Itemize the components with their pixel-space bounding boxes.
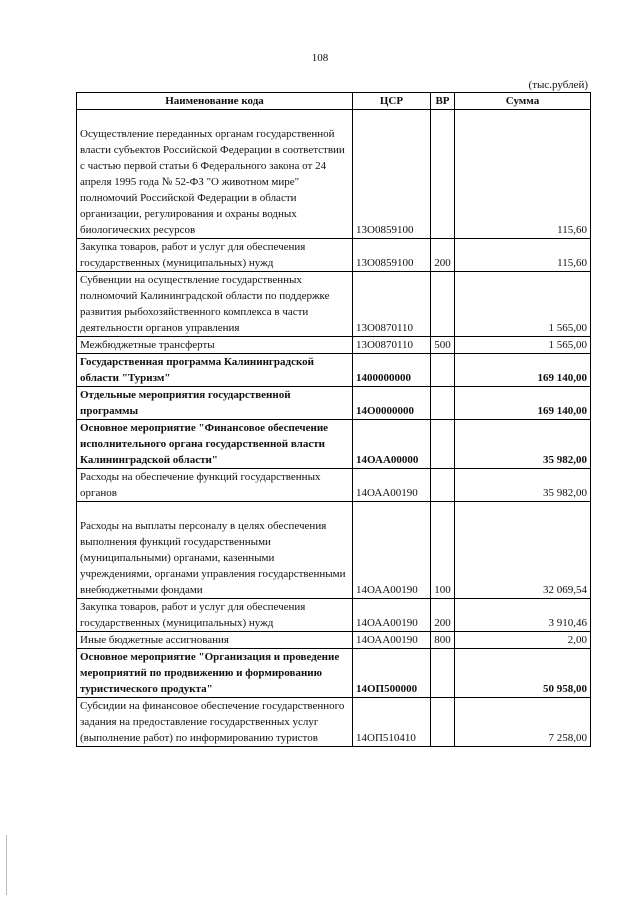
cell-vr: 500 bbox=[431, 337, 455, 354]
cell-vr bbox=[431, 698, 455, 747]
cell-name: Межбюджетные трансферты bbox=[77, 337, 353, 354]
margin-mark bbox=[6, 835, 7, 895]
cell-csr: 13О0859100 bbox=[353, 110, 431, 239]
cell-csr: 13О0870110 bbox=[353, 272, 431, 337]
cell-vr bbox=[431, 649, 455, 698]
table-row bbox=[77, 239, 591, 272]
cell-sum: 169 140,00 bbox=[455, 354, 591, 387]
cell-csr: 13О0859100 bbox=[353, 239, 431, 272]
table-row bbox=[77, 698, 591, 747]
cell-name: Государственная программа Калининградской области "Туризм" bbox=[77, 354, 353, 387]
cell-csr: 14ОАА00190 bbox=[353, 599, 431, 632]
cell-csr: 14ОАА00190 bbox=[353, 502, 431, 599]
cell-sum: 35 982,00 bbox=[455, 469, 591, 502]
cell-sum: 35 982,00 bbox=[455, 420, 591, 469]
units-label: (тыс.рублей) bbox=[528, 79, 588, 91]
cell-spacer bbox=[80, 502, 349, 518]
cell-vr bbox=[431, 469, 455, 502]
cell-name-text: Осуществление переданных органам государственной власти субъектов Российской Федерации в соответствии с частью первой статьи 6 Федерального закона от 24 апреля 1995 года № 52-ФЗ "О животном мире" полномочий Российской Федерации в области организации, регулирования и охраны водных биологических ресурсов bbox=[80, 128, 345, 236]
header-vr: ВР bbox=[431, 93, 455, 110]
cell-name: Отдельные мероприятия государственной программы bbox=[77, 387, 353, 420]
cell-vr bbox=[431, 272, 455, 337]
table-row bbox=[77, 337, 591, 354]
table-row bbox=[77, 632, 591, 649]
cell-csr: 14ОАА00190 bbox=[353, 632, 431, 649]
cell-sum: 1 565,00 bbox=[455, 337, 591, 354]
cell-sum: 115,60 bbox=[455, 239, 591, 272]
cell-spacer bbox=[80, 110, 349, 126]
cell-name: Иные бюджетные ассигнования bbox=[77, 632, 353, 649]
cell-sum: 1 565,00 bbox=[455, 272, 591, 337]
header-name: Наименование кода bbox=[77, 93, 353, 110]
cell-vr bbox=[431, 420, 455, 469]
cell-sum: 115,60 bbox=[455, 110, 591, 239]
cell-name: Субсидии на финансовое обеспечение государственного задания на предоставление государственных услуг (выполнение работ) по информированию туристов bbox=[77, 698, 353, 747]
table-header-row bbox=[77, 93, 591, 110]
header-csr: ЦСР bbox=[353, 93, 431, 110]
cell-vr: 800 bbox=[431, 632, 455, 649]
table-row bbox=[77, 599, 591, 632]
cell-sum: 50 958,00 bbox=[455, 649, 591, 698]
cell-name: Субвенции на осуществление государственных полномочий Калининградской области по поддержке развития рыбохозяйственного комплекса в части деятельности органов управления bbox=[77, 272, 353, 337]
cell-vr bbox=[431, 387, 455, 420]
cell-name-text: Расходы на выплаты персоналу в целях обеспечения выполнения функций государственными (муниципальными) органами, казенными учреждениями, органами управления государственными внебюджетными фондами bbox=[80, 520, 346, 596]
cell-name: Расходы на обеспечение функций государственных органов bbox=[77, 469, 353, 502]
table-row bbox=[77, 649, 591, 698]
cell-csr: 14ОАА00000 bbox=[353, 420, 431, 469]
table-row bbox=[77, 110, 591, 239]
cell-vr: 100 bbox=[431, 502, 455, 599]
cell-name: Закупка товаров, работ и услуг для обеспечения государственных (муниципальных) нужд bbox=[77, 599, 353, 632]
cell-sum: 7 258,00 bbox=[455, 698, 591, 747]
table-row bbox=[77, 420, 591, 469]
cell-name: Закупка товаров, работ и услуг для обеспечения государственных (муниципальных) нужд bbox=[77, 239, 353, 272]
cell-sum: 32 069,54 bbox=[455, 502, 591, 599]
cell-sum: 2,00 bbox=[455, 632, 591, 649]
cell-sum: 3 910,46 bbox=[455, 599, 591, 632]
table-row bbox=[77, 354, 591, 387]
cell-vr bbox=[431, 354, 455, 387]
table-body bbox=[77, 110, 591, 747]
table-row bbox=[77, 502, 591, 599]
cell-csr: 14О0000000 bbox=[353, 387, 431, 420]
cell-vr: 200 bbox=[431, 239, 455, 272]
cell-vr bbox=[431, 110, 455, 239]
cell-name: Основное мероприятие "Организация и проведение мероприятий по продвижению и формированию туристического продукта" bbox=[77, 649, 353, 698]
budget-table bbox=[76, 92, 591, 747]
table-row bbox=[77, 469, 591, 502]
cell-name: Основное мероприятие "Финансовое обеспечение исполнительного органа государственной власти Калининградской области" bbox=[77, 420, 353, 469]
header-sum: Сумма bbox=[455, 93, 591, 110]
table-row bbox=[77, 387, 591, 420]
cell-csr: 1400000000 bbox=[353, 354, 431, 387]
cell-vr: 200 bbox=[431, 599, 455, 632]
cell-csr: 14ОАА00190 bbox=[353, 469, 431, 502]
table-row bbox=[77, 272, 591, 337]
cell-name bbox=[77, 110, 353, 239]
cell-csr: 14ОП500000 bbox=[353, 649, 431, 698]
cell-name bbox=[77, 502, 353, 599]
cell-csr: 14ОП510410 bbox=[353, 698, 431, 747]
cell-csr: 13О0870110 bbox=[353, 337, 431, 354]
cell-sum: 169 140,00 bbox=[455, 387, 591, 420]
page-number: 108 bbox=[311, 52, 329, 64]
